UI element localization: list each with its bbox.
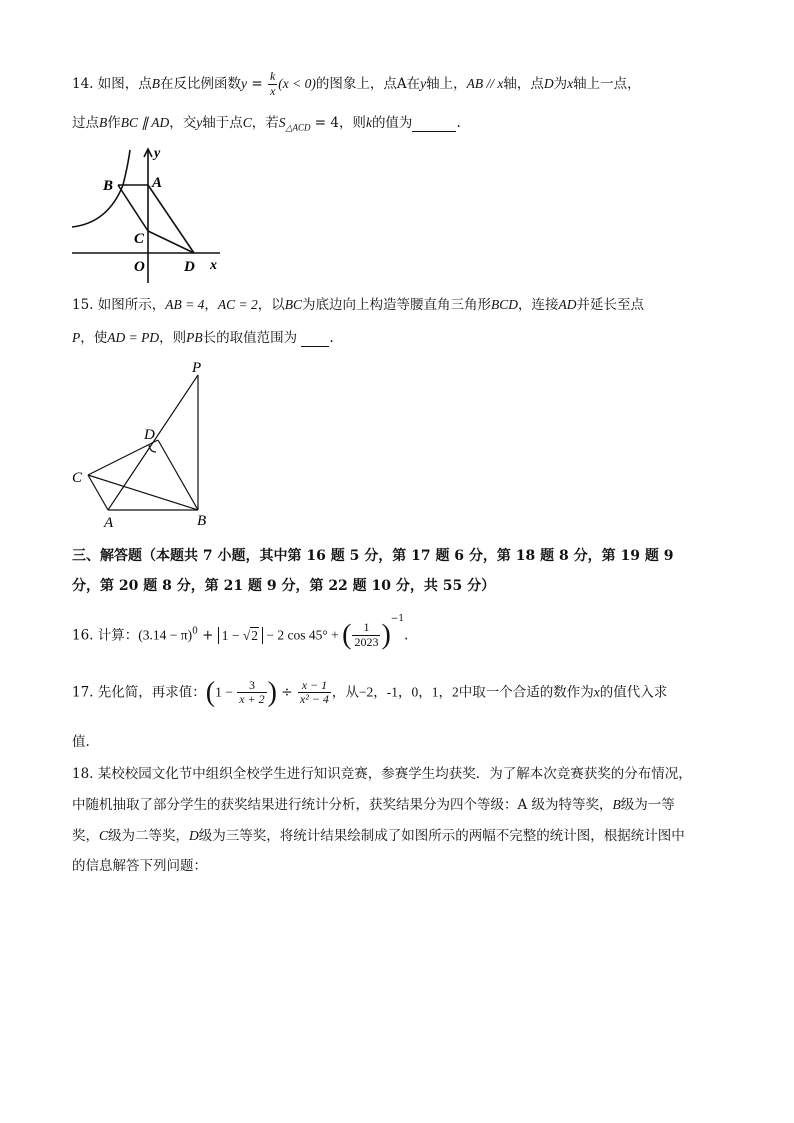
- text: ，以: [257, 297, 285, 313]
- segment-CD: [88, 440, 158, 475]
- label-C: C: [72, 470, 83, 486]
- text: 1 −: [221, 627, 243, 643]
- label-B: B: [197, 513, 207, 529]
- var: B: [612, 797, 621, 812]
- frac-num: k: [269, 69, 276, 83]
- fraction-1-over-2023: [352, 621, 380, 650]
- label-O: O: [134, 259, 145, 275]
- frac-den: x: [269, 83, 276, 98]
- q17-line-1: [72, 676, 667, 710]
- section-heading: 三、解答题（本题共 7 小题，其中第 16 题 5 分，第 17 题 6 分，第 18 题 8 分，第 19 题 9: [72, 548, 674, 564]
- sqrt-arg: 2: [251, 627, 258, 643]
- expr: 1 −: [215, 684, 237, 700]
- label-C: C: [134, 231, 145, 247]
- var: P: [72, 330, 81, 345]
- text: 为: [553, 75, 568, 92]
- absolute-value: 1 − √2: [218, 627, 263, 645]
- label-y: y: [154, 146, 161, 161]
- text: 的值为: [371, 115, 413, 131]
- text: 轴上，: [426, 75, 467, 92]
- section-heading-2: 分，第 20 题 8 分，第 21 题 9 分，第 22 题 10 分，共 55 分）: [72, 578, 496, 594]
- label-P: P: [192, 360, 202, 376]
- text: ，连接: [518, 297, 559, 313]
- var: y: [196, 115, 203, 130]
- q15-line-1: [72, 297, 644, 313]
- hyperbola-curve: [72, 150, 130, 227]
- var: x: [593, 684, 600, 700]
- var: AD = PD: [107, 330, 160, 345]
- var: PB: [186, 330, 203, 345]
- text: 15. 如图所示，: [72, 297, 166, 313]
- fraction-x-1-over-x2-4: [298, 679, 331, 708]
- paren-close: ): [267, 677, 277, 708]
- var: AC = 2: [217, 297, 258, 312]
- text: 长的取值范围为: [202, 330, 298, 346]
- condition: (x < 0): [278, 75, 316, 91]
- text: = 4: [310, 115, 339, 131]
- fraction-k-over-x: [268, 70, 277, 99]
- q16-line: [72, 614, 408, 652]
- var: B: [151, 75, 161, 91]
- q18-line-4: 的信息解答下列问题：: [72, 858, 207, 874]
- text: 16. 计算：: [72, 627, 139, 644]
- text: ，若: [251, 115, 279, 131]
- text: 中取一个合适的数作为: [458, 684, 594, 701]
- q18-line-2: [72, 797, 675, 813]
- q14-line-2: [72, 115, 461, 133]
- q18-line-3: [72, 828, 685, 844]
- text: 轴上一点，: [573, 75, 641, 92]
- text: 奖，: [72, 828, 99, 844]
- var: C: [99, 828, 109, 843]
- var: x: [567, 75, 574, 91]
- text: 为底边向上构造等腰直角三角形: [302, 297, 492, 313]
- text: ，则: [159, 330, 187, 346]
- label-D: D: [184, 259, 195, 275]
- paren-close: ): [381, 619, 391, 651]
- text: 的图象上，点A在: [315, 75, 421, 92]
- var: k: [365, 115, 372, 130]
- paren-open: (: [342, 619, 352, 651]
- frac-num: 3: [237, 679, 266, 694]
- text: 级为一等: [620, 797, 675, 813]
- var: y: [420, 75, 427, 91]
- text: ，使: [80, 330, 108, 346]
- frac-den: 2023: [354, 635, 379, 649]
- exponent: −1: [390, 614, 405, 624]
- text: 如图，点: [93, 75, 152, 92]
- var: AD: [558, 297, 577, 312]
- label-D: D: [144, 427, 155, 443]
- text: 级为三等奖，将统计结果绘制成了如图所示的两幅不完整的统计图，根据统计图中: [198, 828, 685, 844]
- label-A: A: [152, 175, 163, 191]
- frac-num: 1: [352, 621, 380, 636]
- text: 作: [107, 115, 121, 131]
- var: C: [242, 115, 252, 130]
- text: ，交: [169, 115, 197, 131]
- var: D: [189, 828, 199, 843]
- var: S: [278, 115, 286, 130]
- q18-line-1: 18. 某校校园文化节中组织全校学生进行知识竞赛，参赛学生均获奖．为了解本次竞赛获奖的分布情况，: [72, 766, 692, 782]
- q17-line-2: 值.: [72, 734, 90, 750]
- text: ，则: [338, 115, 366, 131]
- text: ，: [204, 297, 218, 313]
- answer-blank: [412, 115, 456, 132]
- text: 17. 先化简，再求值：: [72, 684, 206, 701]
- expr: − 2 cos 45° +: [263, 627, 343, 643]
- exponent: 0: [192, 626, 198, 637]
- var: BC: [284, 297, 303, 312]
- text: 轴，点: [503, 75, 544, 92]
- frac-den: x² − 4: [299, 692, 329, 707]
- text: ，从: [331, 684, 359, 701]
- var: BCD: [491, 297, 519, 312]
- frac-den: x + 2: [239, 692, 265, 707]
- var: AB = 4: [165, 297, 205, 312]
- figure-q15: [68, 355, 228, 535]
- label-B: B: [103, 178, 114, 194]
- text: 过点: [72, 115, 99, 131]
- q15-line-2: [72, 330, 334, 347]
- text: 轴于点: [202, 115, 243, 131]
- text: =: [247, 75, 267, 92]
- subscript: △ACD: [285, 122, 311, 133]
- paren-open: (: [205, 677, 216, 708]
- values: −2，-1，0，1，2: [358, 684, 459, 700]
- text: .: [456, 115, 461, 131]
- text: .: [404, 627, 409, 644]
- var: BC ∥ AD: [120, 115, 170, 130]
- var: AB // x: [466, 75, 504, 91]
- text: 在反比例函数: [160, 75, 242, 92]
- text: 并延长至点: [576, 297, 645, 313]
- frac-num: x − 1: [298, 679, 331, 694]
- var: y: [241, 75, 248, 91]
- expr: (3.14 − π): [138, 627, 193, 643]
- label-x: x: [210, 258, 217, 273]
- text: ÷: [276, 684, 297, 701]
- text: +: [197, 627, 218, 644]
- segment-BC: [118, 185, 148, 231]
- var: B: [99, 115, 108, 130]
- fraction-3-over-x-plus-2: [237, 679, 266, 708]
- var: D: [543, 75, 554, 91]
- answer-blank: [301, 330, 329, 347]
- text: 的值代入求: [599, 684, 668, 701]
- text: 级为二等奖，: [108, 828, 190, 844]
- question-number: 14.: [72, 75, 94, 92]
- figure-q14: [68, 145, 238, 285]
- text: .: [329, 330, 334, 346]
- text: 中随机抽取了部分学生的获奖结果进行统计分析，获奖结果分为四个等级：A 级为特等奖，: [72, 797, 613, 813]
- q14-line-1: [72, 70, 641, 99]
- label-A: A: [104, 515, 114, 531]
